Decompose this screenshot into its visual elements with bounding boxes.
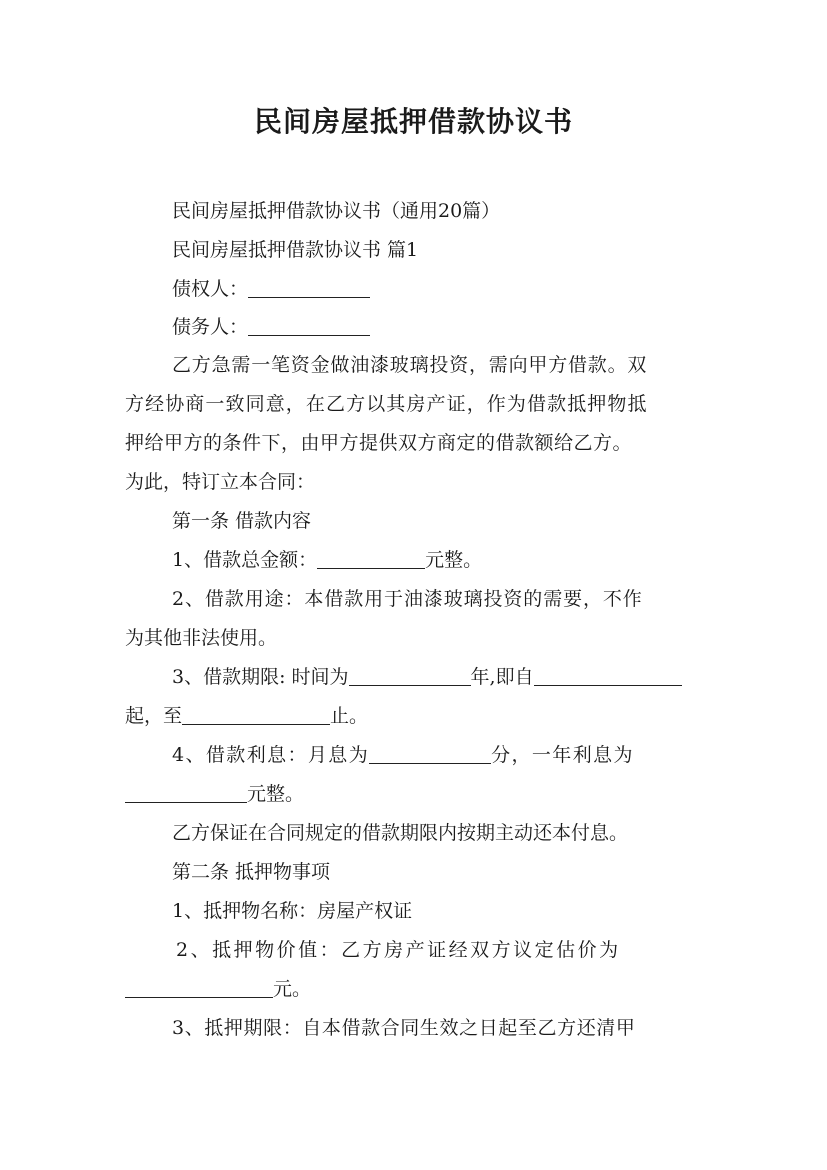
clause-label: 3、借款期限: 时间为	[172, 666, 349, 688]
clause-label: 1、借款总金额：	[172, 549, 318, 571]
subtitle-line: 民间房屋抵押借款协议书（通用20篇）	[172, 200, 501, 222]
clause-text: 起，至	[125, 705, 183, 727]
end-date-blank	[182, 704, 330, 725]
article-heading: 第二条 抵押物事项	[172, 861, 331, 883]
clause-line: 2、借款用途：本借款用于油漆玻璃投资的需要，不作	[172, 588, 643, 610]
paragraph-line: 乙方急需一笔资金做油漆玻璃投资，需向甲方借款。双	[172, 354, 648, 376]
clause-line: 3、抵押期限：自本借款合同生效之日起至乙方还清甲	[172, 1017, 636, 1039]
clause-line: 1、抵押物名称：房屋产权证	[172, 900, 413, 922]
clause-text: 分，一年利息为	[491, 744, 634, 766]
clause-suffix: 元。	[273, 978, 312, 1000]
clause-label: 4、借款利息：月息为	[172, 744, 370, 766]
clause-line: 2、抵押物价值：乙方房产证经双方议定估价为	[176, 939, 621, 961]
creditor-blank	[248, 277, 370, 298]
paragraph-line: 方经协商一致同意，在乙方以其房产证，作为借款抵押物抵	[125, 393, 648, 415]
article-heading: 第一条 借款内容	[172, 510, 312, 532]
start-date-blank	[534, 665, 682, 686]
section-heading: 民间房屋抵押借款协议书 篇1	[172, 239, 419, 261]
clause-suffix: 元整。	[247, 783, 305, 805]
paragraph-line: 押给甲方的条件下，由甲方提供双方商定的借款额给乙方。	[125, 432, 633, 454]
debtor-label: 债务人：	[172, 316, 249, 338]
monthly-interest-blank	[369, 743, 491, 764]
creditor-label: 债权人：	[172, 278, 249, 300]
clause-line	[125, 703, 368, 729]
clause-line: 为其他非法使用。	[125, 627, 278, 649]
collateral-value-blank	[125, 977, 273, 998]
clause-text: 年,即自	[470, 666, 534, 688]
clause-line	[172, 664, 682, 690]
clause-line	[172, 742, 634, 768]
annual-interest-blank	[125, 782, 247, 803]
clause-line	[172, 547, 482, 573]
clause-suffix: 止。	[330, 705, 369, 727]
amount-blank	[317, 548, 425, 569]
document-title: 民间房屋抵押借款协议书	[253, 105, 573, 138]
clause-suffix: 元整。	[425, 549, 483, 571]
clause-line	[125, 781, 304, 807]
creditor-line	[172, 276, 370, 302]
clause-line	[125, 976, 311, 1002]
term-blank	[349, 665, 471, 686]
debtor-blank	[248, 315, 370, 336]
paragraph-line: 为此，特订立本合同：	[125, 471, 316, 493]
debtor-line	[172, 314, 370, 340]
paragraph-line: 乙方保证在合同规定的借款期限内按期主动还本付息。	[172, 822, 629, 844]
